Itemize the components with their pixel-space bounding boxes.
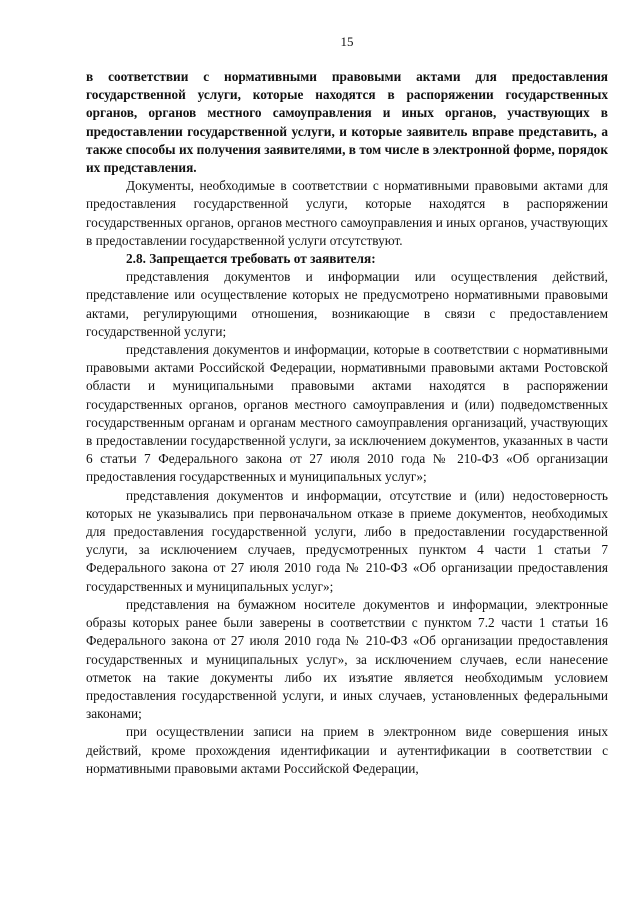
paragraph-prohibition-5: при осуществлении записи на прием в электронном виде совершения иных действий, кроме прохождения идентификации и аутентификации в соответствии с нормативными правовыми актами Российской Федерации, (86, 724, 608, 776)
section-heading-2-8: 2.8. Запрещается требовать от заявителя: (126, 251, 376, 267)
page-number: 15 (340, 34, 354, 49)
paragraph-prohibition-3: представления документов и информации, отсутствие и (или) недостоверность которых не указывались при первоначальном отказе в приеме документов, необходимых для предоставления государственной услуги, либо в предоставлении государственной услуги, за исключением случаев, предусмотренных пунктом 4 части 1 статьи 7 Федерального закона от 27 июля 2010 года № 210-ФЗ «Об организации предоставления государственных и муниципальных услуг»; (86, 487, 608, 594)
paragraph-documents-heading-continuation: в соответствии с нормативными правовыми актами для предоставления государственной услуги, которые находятся в распоряжении государственных органов, органов местного самоуправления и иных органов, участвующих в предоставлении государственной услуги, и которые заявитель вправе представить, а также способы их получения заявителями, в том числе в электронной форме, порядок их представления. (86, 69, 608, 176)
paragraph-prohibition-2: представления документов и информации, которые в соответствии с нормативными правовыми актами Российской Федерации, нормативными правовыми актами Ростовской области и муниципальными правовыми актами находятся в распоряжении государственных органов, органов местного самоуправления и (или) подведомственных государственным органам и органам местного самоуправления организаций, участвующих в предоставлении государственной услуги, за исключением документов, указанных в части 6 статьи 7 Федерального закона от 27 июля 2010 года № 210-ФЗ «Об организации предоставления государственных и муниципальных услуг»; (86, 342, 608, 485)
paragraph-prohibition-4: представления на бумажном носителе документов и информации, электронные образы которых ранее были заверены в соответствии с пунктом 7.2 части 1 статьи 16 Федерального закона от 27 июля 2010 года № 210-ФЗ «Об организации предоставления государственных и муниципальных услуг», за исключением случаев, если нанесение отметок на такие документы либо их изъятие является необходимым условием предоставления государственной услуги, и иных случаев, установленных федеральными законами; (86, 596, 608, 722)
paragraph-documents-absent: Документы, необходимые в соответствии с нормативными правовыми актами для предоставления государственной услуги, которые находятся в распоряжении государственных органов, органов местного самоуправления и иных органов, участвующих в предоставлении государственной услуги отсутствуют. (86, 178, 608, 248)
document-page (86, 34, 608, 778)
paragraph-prohibition-1: представления документов и информации или осуществления действий, представление или осуществление которых не предусмотрено нормативными правовыми актами, регулирующими отношения, возникающие в связи с предоставлением государственной услуги; (86, 269, 608, 339)
